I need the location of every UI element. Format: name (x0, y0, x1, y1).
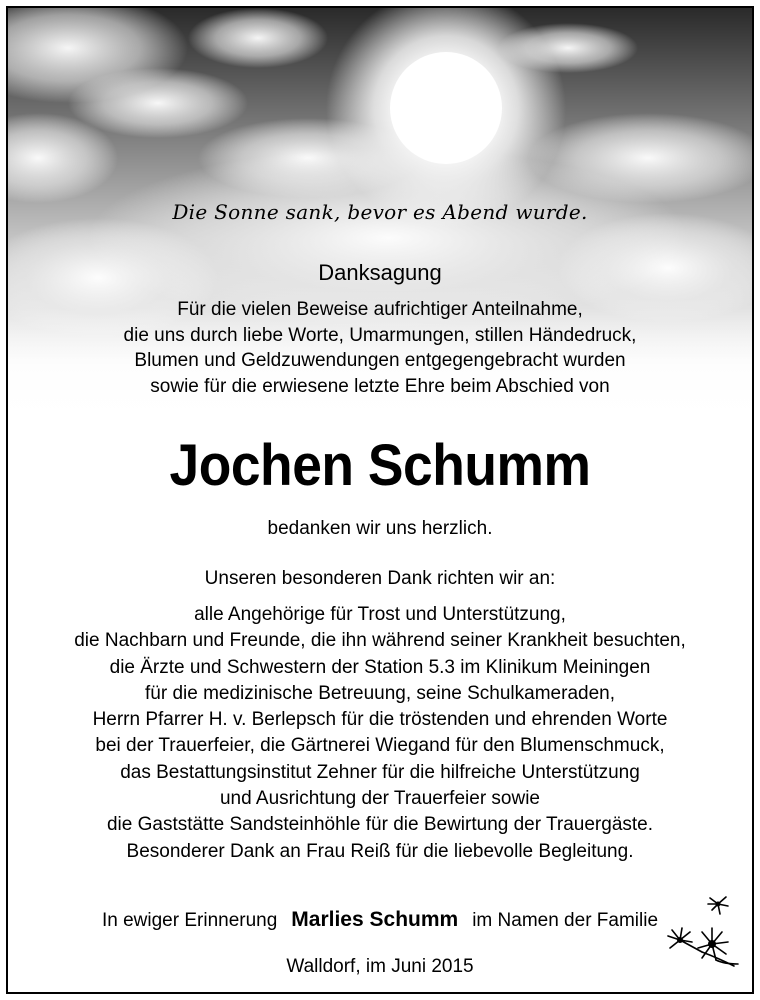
intro-line: Für die vielen Beweise aufrichtiger Anteilnahme, (177, 299, 583, 320)
special-thanks-line: Herrn Pfarrer H. v. Berlepsch für die tröstenden und ehrenden Worte (92, 709, 668, 731)
flower-branch-icon (662, 892, 744, 970)
heading-danksagung: Danksagung (318, 260, 442, 285)
special-thanks-line: die Ärzte und Schwestern der Station 5.3 im Klinikum Meiningen (109, 656, 651, 678)
motto: Die Sonne sank, bevor es Abend wurde. (172, 200, 588, 224)
special-thanks-line: für die medizinische Betreuung, seine Schulkameraden, (145, 682, 615, 704)
special-thanks-line: die Gaststätte Sandsteinhöhle für die Bewirtung der Trauergäste. (106, 814, 654, 836)
obituary-notice (6, 6, 754, 994)
closing-suffix: im Namen der Familie (472, 910, 659, 931)
place-date: Walldorf, im Juni 2015 (286, 956, 474, 977)
notice-text (8, 8, 752, 992)
special-thanks-line: bei der Trauerfeier, die Gärtnerei Wiegand für den Blumenschmuck, (95, 735, 665, 757)
special-thanks-line: Besonderer Dank an Frau Reiß für die liebevolle Begleitung. (126, 840, 634, 862)
signatory: Marlies Schumm (291, 908, 459, 931)
special-thanks-line: alle Angehörige für Trost und Unterstützung, (194, 604, 566, 625)
intro-line: Blumen und Geldzuwendungen entgegengebracht wurden (134, 350, 626, 371)
deceased-name: Jochen Schumm (169, 433, 591, 498)
special-thanks-line: und Ausrichtung der Trauerfeier sowie (219, 788, 540, 810)
special-thanks-list (8, 602, 752, 865)
special-thanks-line: die Nachbarn und Freunde, die ihn während seiner Krankheit besuchten, (74, 630, 686, 652)
intro-line: sowie für die erwiesene letzte Ehre beim Abschied von (150, 375, 610, 397)
special-thanks-line: das Bestattungsinstitut Zehner für die hilfreiche Unterstützung (120, 761, 640, 783)
special-thanks-heading: Unseren besonderen Dank richten wir an: (204, 568, 556, 589)
intro-line: die uns durch liebe Worte, Umarmungen, stillen Händedruck, (123, 324, 637, 346)
thanks-line: bedanken wir uns herzlich. (267, 518, 493, 539)
closing-prefix: In ewiger Erinnerung (101, 910, 278, 931)
intro-paragraph (8, 297, 752, 399)
closing-line (8, 908, 752, 932)
